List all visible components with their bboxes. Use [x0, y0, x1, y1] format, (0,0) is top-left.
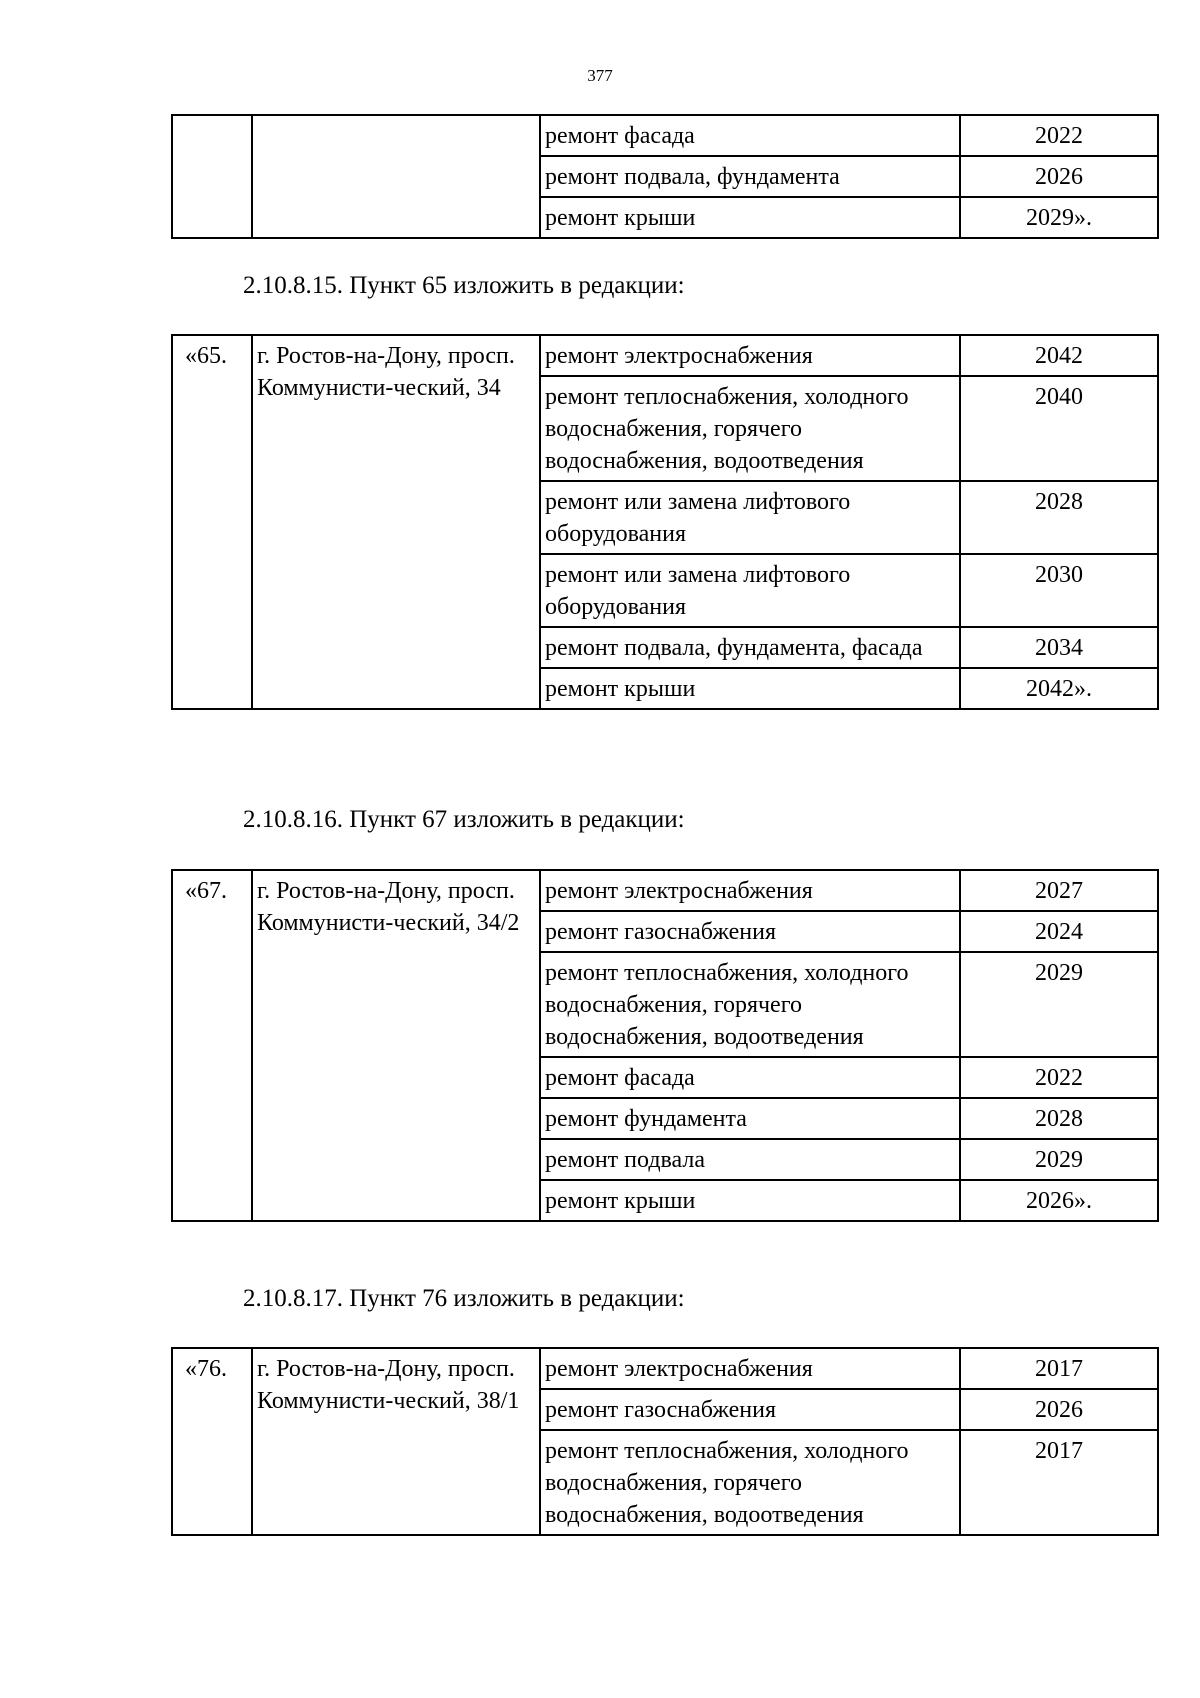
page-number: 377 — [587, 66, 613, 85]
item-number-cell: «65. — [172, 335, 252, 709]
work-cell: ремонт подвала, фундамента — [540, 156, 960, 197]
year-cell: 2026». — [960, 1180, 1158, 1221]
year-cell: 2022 — [960, 1057, 1158, 1098]
table-row — [172, 1348, 1158, 1389]
work-cell: ремонт крыши — [540, 668, 960, 709]
work-cell: ремонт электроснабжения — [540, 870, 960, 911]
year-cell: 2027 — [960, 870, 1158, 911]
section-heading: 2.10.8.16. Пункт 67 изложить в редакции: — [243, 806, 685, 833]
year-cell: 2022 — [960, 115, 1158, 156]
item-number-cell — [172, 115, 252, 238]
year-cell: 2026 — [960, 156, 1158, 197]
repair-table-continued — [171, 114, 1159, 239]
year-cell: 2028 — [960, 481, 1158, 554]
address-cell: г. Ростов-на-Дону, просп. Коммунисти-ческий, 38/1 — [252, 1348, 540, 1535]
address-cell: г. Ростов-на-Дону, просп. Коммунисти-ческий, 34 — [252, 335, 540, 709]
work-cell: ремонт теплоснабжения, холодного водоснабжения, горячего водоснабжения, водоотведения — [540, 1430, 960, 1535]
year-cell: 2017 — [960, 1430, 1158, 1535]
table-row — [172, 870, 1158, 911]
work-cell: ремонт электроснабжения — [540, 335, 960, 376]
section-heading: 2.10.8.15. Пункт 65 изложить в редакции: — [243, 272, 685, 299]
work-cell: ремонт крыши — [540, 1180, 960, 1221]
year-cell: 2024 — [960, 911, 1158, 952]
address-cell: г. Ростов-на-Дону, просп. Коммунисти-ческий, 34/2 — [252, 870, 540, 1221]
year-cell: 2029 — [960, 952, 1158, 1057]
work-cell: ремонт крыши — [540, 197, 960, 238]
work-cell: ремонт фундамента — [540, 1098, 960, 1139]
repair-table-item-76 — [171, 1347, 1159, 1536]
section-heading: 2.10.8.17. Пункт 76 изложить в редакции: — [243, 1285, 685, 1312]
year-cell: 2028 — [960, 1098, 1158, 1139]
year-cell: 2030 — [960, 554, 1158, 627]
table-row — [172, 115, 1158, 156]
item-number-cell: «76. — [172, 1348, 252, 1535]
item-number-cell: «67. — [172, 870, 252, 1221]
work-cell: ремонт теплоснабжения, холодного водоснабжения, горячего водоснабжения, водоотведения — [540, 376, 960, 481]
work-cell: ремонт подвала, фундамента, фасада — [540, 627, 960, 668]
address-cell — [252, 115, 540, 238]
year-cell: 2040 — [960, 376, 1158, 481]
work-cell: ремонт электроснабжения — [540, 1348, 960, 1389]
work-cell: ремонт или замена лифтового оборудования — [540, 481, 960, 554]
year-cell: 2029». — [960, 197, 1158, 238]
year-cell: 2029 — [960, 1139, 1158, 1180]
year-cell: 2042». — [960, 668, 1158, 709]
table-row — [172, 335, 1158, 376]
work-cell: ремонт или замена лифтового оборудования — [540, 554, 960, 627]
year-cell: 2026 — [960, 1389, 1158, 1430]
work-cell: ремонт фасада — [540, 1057, 960, 1098]
repair-table-item-65 — [171, 334, 1159, 710]
work-cell: ремонт газоснабжения — [540, 1389, 960, 1430]
repair-table-item-67 — [171, 869, 1159, 1222]
work-cell: ремонт фасада — [540, 115, 960, 156]
work-cell: ремонт подвала — [540, 1139, 960, 1180]
year-cell: 2034 — [960, 627, 1158, 668]
year-cell: 2017 — [960, 1348, 1158, 1389]
year-cell: 2042 — [960, 335, 1158, 376]
work-cell: ремонт газоснабжения — [540, 911, 960, 952]
work-cell: ремонт теплоснабжения, холодного водоснабжения, горячего водоснабжения, водоотведения — [540, 952, 960, 1057]
